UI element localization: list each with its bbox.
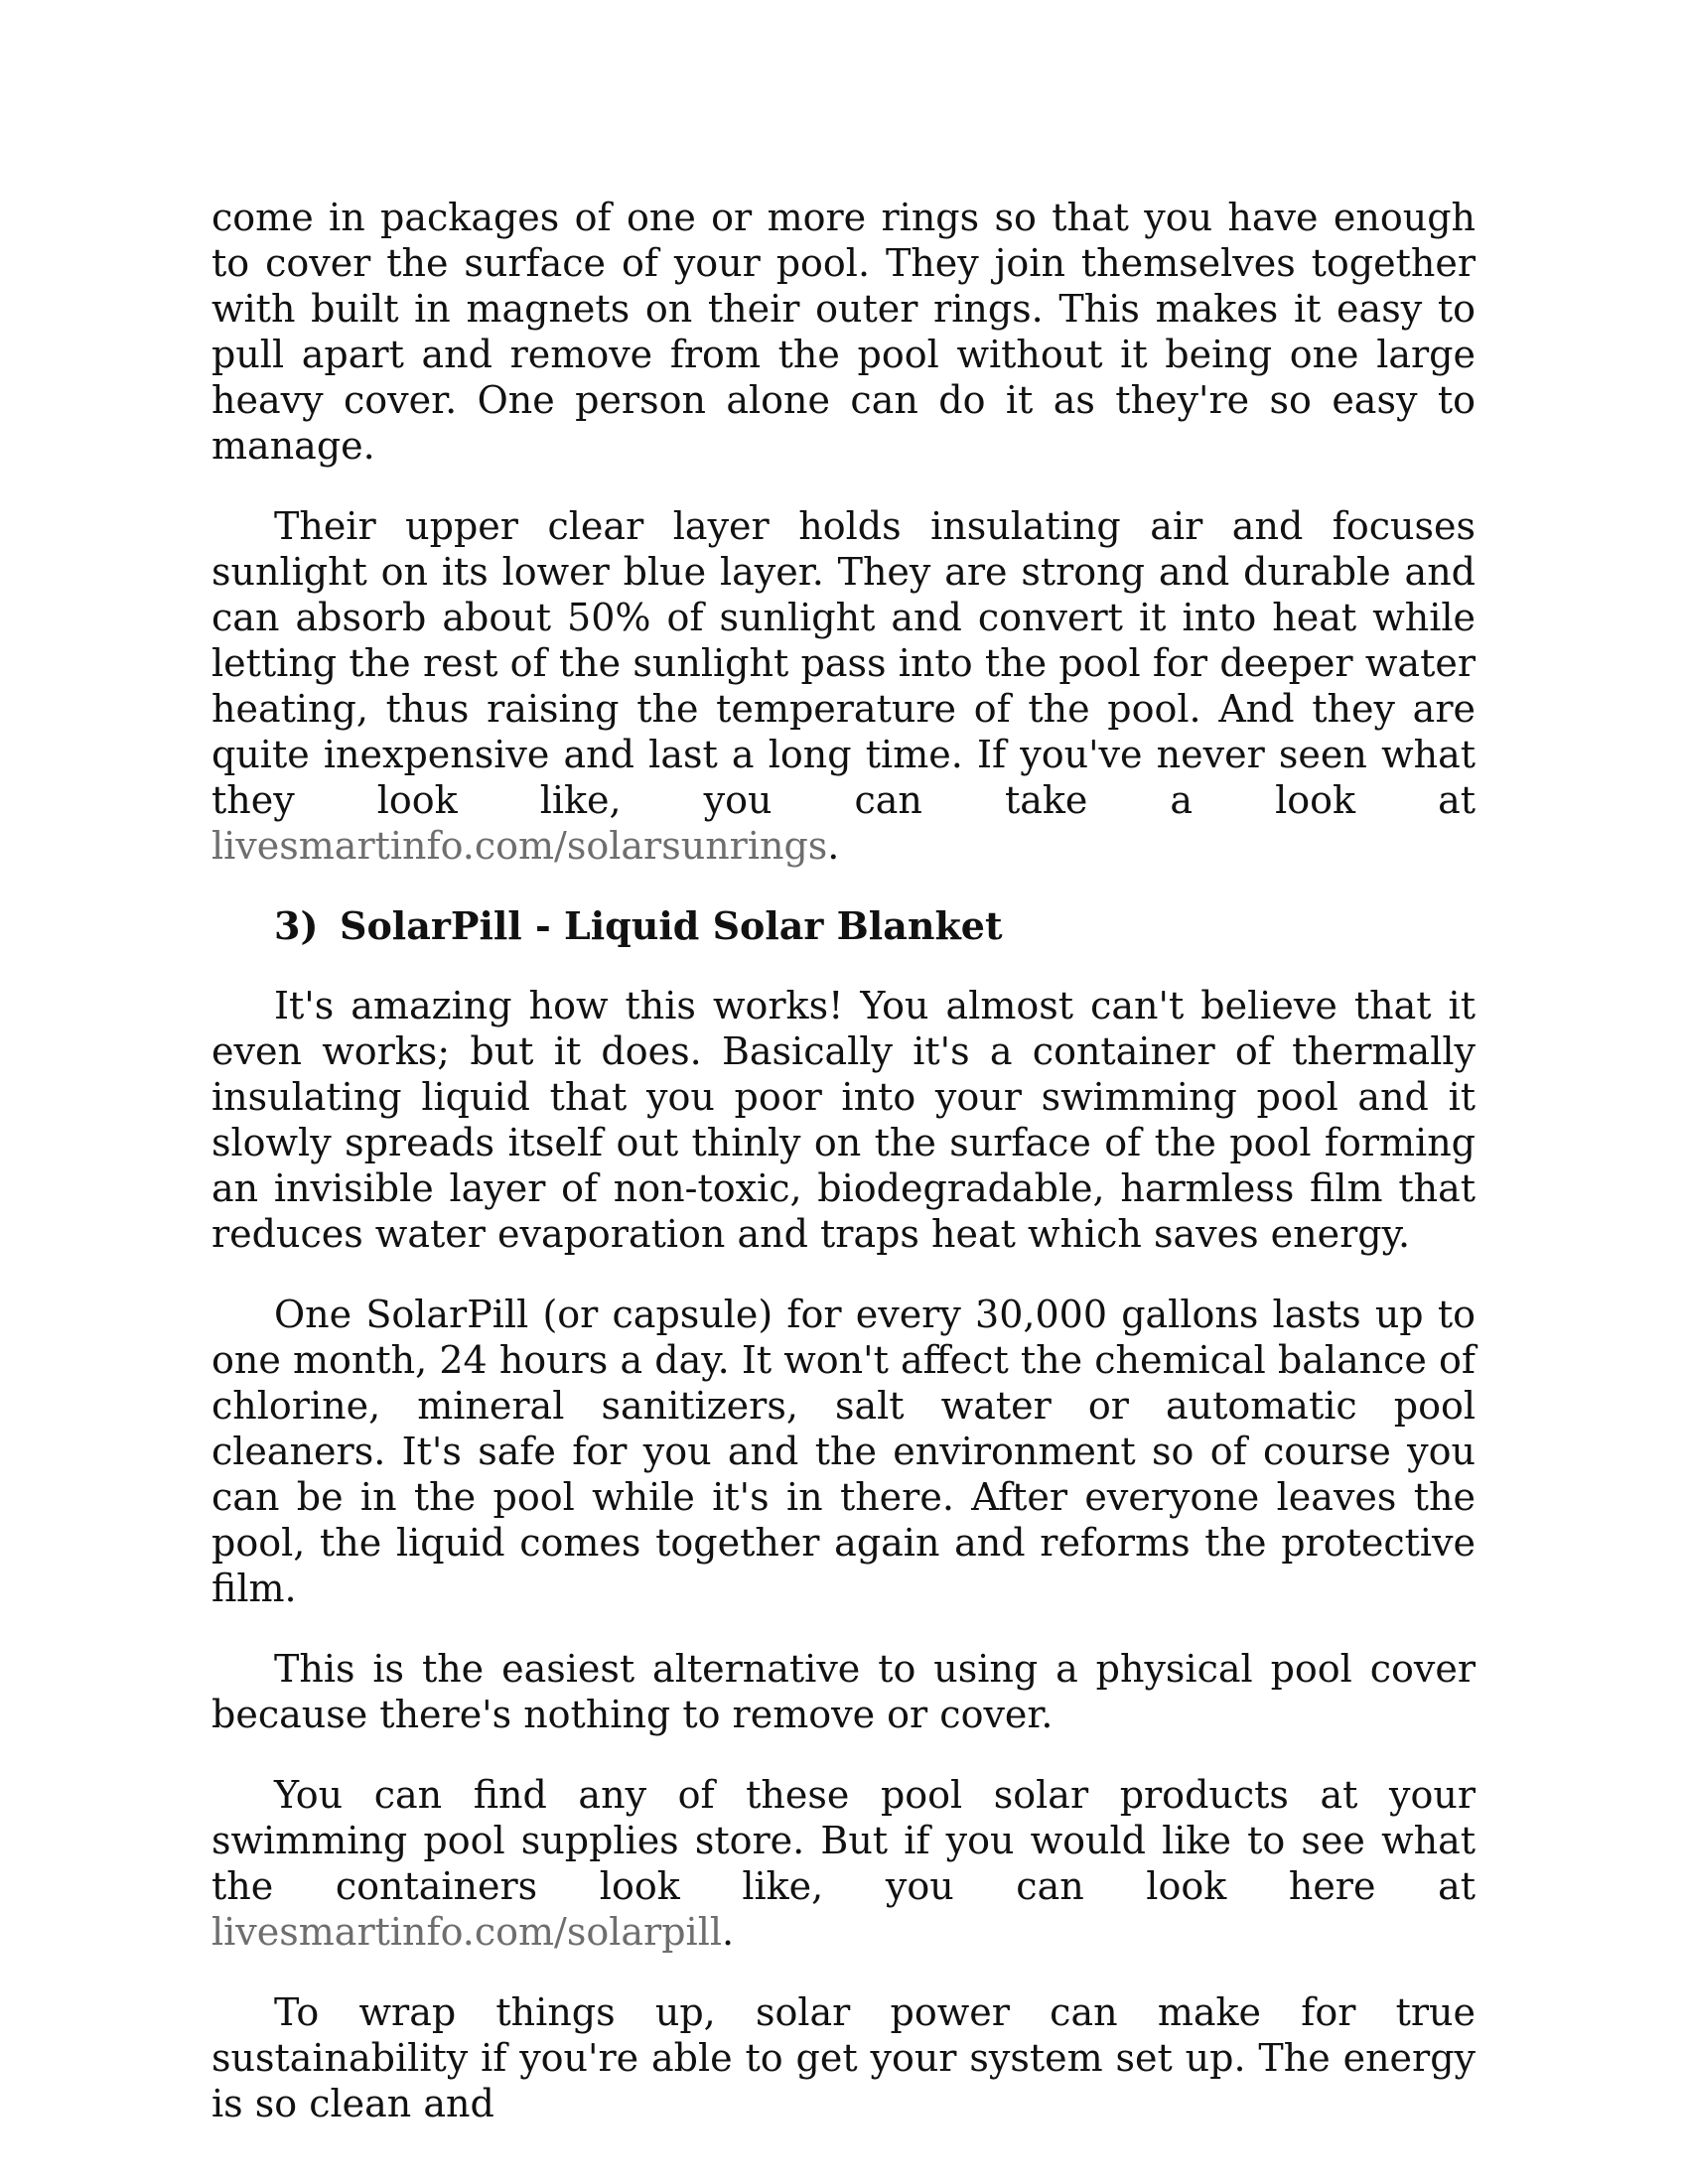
section-heading-solarpill	[274, 903, 1476, 949]
paragraph-where-to-find	[211, 1772, 1476, 1955]
paragraph-text: Their upper clear layer holds insulating air and focuses sunlight on its lower blue layer. They are strong and durable and can absorb about 50% of sunlight and convert it into heat while letting the rest of the sunlight pass into the pool for deeper water heating, thus raising the temperature of the pool. And they are quite inexpensive and last a long time. If you've never seen what they look like, you can take a look at	[211, 504, 1476, 822]
solarpill-link[interactable]: livesmartinfo.com/solarpill	[211, 1910, 723, 1954]
paragraph-solarpill-intro: It's amazing how this works! You almost can't believe that it even works; but it does. Basically it's a container of thermally insulating liquid that you poor into your swimming pool and it slowly spreads itself out thinly on the surface of the pool forming an invisible layer of non-toxic, biodegradable, harmless film that reduces water evaporation and traps heat which saves energy.	[211, 984, 1476, 1256]
heading-text: SolarPill - Liquid Solar Blanket	[340, 903, 1003, 948]
paragraph-solarpill-usage: One SolarPill (or capsule) for every 30,000 gallons lasts up to one month, 24 hours a day. It won't affect the chemical balance of chlorine, mineral sanitizers, salt water or automatic pool cleaners. It's safe for you and the environment so of course you can be in the pool while it's in there. After everyone leaves the pool, the liquid comes together again and reforms the protective film.	[211, 1293, 1476, 1610]
paragraph-text: You can find any of these pool solar products at your swimming pool supplies store. But if you would like to see what the containers look like, you can look here at	[211, 1773, 1476, 1908]
paragraph-solar-rings-layers	[211, 503, 1476, 869]
paragraph-solar-rings-packaging: come in packages of one or more rings so that you have enough to cover the surface of your pool. They join themselves together with built in magnets on their outer rings. This makes it easy to pull apart and remove from the pool without it being one large heavy cover. One person alone can do it as they're so easy to manage.	[211, 196, 1476, 468]
document-page	[211, 195, 1476, 2161]
solarsunrings-link[interactable]: livesmartinfo.com/solarsunrings	[211, 824, 828, 868]
paragraph-wrap-up: To wrap things up, solar power can make for true sustainability if you're able to get your system set up. The energy is so clean and	[211, 1990, 1476, 2125]
paragraph-end: .	[722, 1910, 735, 1954]
heading-number: 3)	[274, 903, 319, 948]
paragraph-easiest-alternative: This is the easiest alternative to using a physical pool cover because there's nothing to remove or cover.	[211, 1647, 1476, 1736]
paragraph-end: .	[827, 824, 840, 868]
